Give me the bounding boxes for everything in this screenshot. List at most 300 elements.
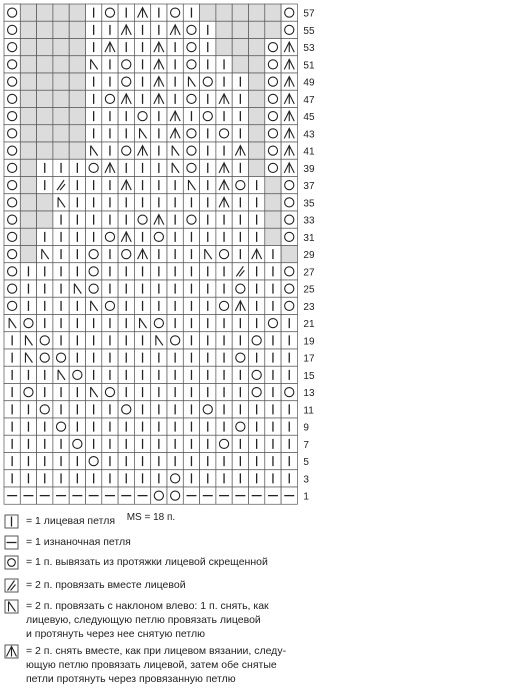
stitch-cell-knit [4, 435, 20, 452]
stitch-cell-no-stitch [20, 246, 36, 263]
stitch-cell-knit [200, 228, 216, 245]
stitch-cell-knit [118, 470, 134, 487]
chart-row [4, 159, 297, 176]
stitch-cell-yo-twisted [183, 21, 199, 38]
stitch-cell-no-stitch [249, 159, 265, 176]
stitch-cell-knit [69, 453, 85, 470]
stitch-cell-knit [4, 384, 20, 401]
stitch-cell-knit [53, 315, 69, 332]
stitch-cell-ssk [167, 142, 183, 159]
stitch-cell-knit [37, 435, 53, 452]
stitch-cell-s2kp [232, 297, 248, 314]
stitch-cell-knit [216, 332, 232, 349]
stitch-cell-yo-twisted [69, 366, 85, 383]
row-number: 29 [303, 250, 315, 262]
stitch-cell-knit [102, 246, 118, 263]
stitch-cell-no-stitch [37, 73, 53, 90]
stitch-cell-knit [86, 108, 102, 125]
stitch-cell-knit [183, 349, 199, 366]
stitch-cell-knit [102, 21, 118, 38]
stitch-cell-no-stitch [69, 90, 85, 107]
row-number: 51 [303, 60, 315, 72]
stitch-cell-yo-twisted [4, 21, 20, 38]
row-number: 19 [303, 336, 315, 348]
stitch-cell-knit [53, 246, 69, 263]
stitch-cell-knit [200, 56, 216, 73]
stitch-cell-knit [69, 401, 85, 418]
stitch-cell-knit [37, 470, 53, 487]
stitch-cell-knit [37, 297, 53, 314]
stitch-cell-knit [232, 435, 248, 452]
stitch-cell-yo-twisted [281, 177, 297, 194]
stitch-cell-knit [53, 453, 69, 470]
stitch-cell-knit [69, 332, 85, 349]
stitch-cell-knit [265, 401, 281, 418]
stitch-cell-knit [118, 194, 134, 211]
stitch-cell-no-stitch [20, 21, 36, 38]
row-number: 7 [303, 439, 309, 451]
stitch-cell-knit [249, 470, 265, 487]
stitch-cell-s2kp [118, 21, 134, 38]
stitch-cell-knit [102, 280, 118, 297]
stitch-cell-purl [118, 487, 134, 504]
stitch-cell-ssk [151, 332, 167, 349]
stitch-cell-knit [167, 384, 183, 401]
stitch-cell-no-stitch [265, 211, 281, 228]
stitch-cell-knit [134, 56, 150, 73]
stitch-cell-knit [200, 332, 216, 349]
stitch-cell-knit [69, 315, 85, 332]
stitch-cell-s2kp [281, 73, 297, 90]
stitch-cell-yo-twisted [4, 73, 20, 90]
stitch-cell-knit [232, 159, 248, 176]
stitch-cell-knit [102, 177, 118, 194]
stitch-cell-no-stitch [69, 39, 85, 56]
stitch-cell-s2kp [118, 90, 134, 107]
stitch-cell-knit [134, 418, 150, 435]
stitch-cell-yo-twisted [4, 125, 20, 142]
stitch-cell-s2kp [281, 56, 297, 73]
stitch-cell-knit [167, 349, 183, 366]
stitch-cell-yo-twisted [69, 435, 85, 452]
stitch-cell-s2kp [151, 90, 167, 107]
stitch-cell-knit [53, 332, 69, 349]
stitch-cell-yo-twisted [281, 384, 297, 401]
stitch-cell-knit [249, 211, 265, 228]
stitch-cell-yo-twisted [151, 228, 167, 245]
stitch-cell-knit [232, 401, 248, 418]
stitch-cell-knit [265, 246, 281, 263]
stitch-cell-knit [216, 366, 232, 383]
stitch-cell-yo-twisted [151, 487, 167, 504]
stitch-cell-knit [216, 349, 232, 366]
stitch-cell-yo-twisted [134, 211, 150, 228]
chart-row [4, 384, 297, 401]
stitch-cell-no-stitch [20, 177, 36, 194]
stitch-cell-s2kp [216, 90, 232, 107]
stitch-cell-knit [134, 39, 150, 56]
stitch-cell-no-stitch [249, 73, 265, 90]
stitch-cell-yo-twisted [118, 401, 134, 418]
stitch-cell-yo-twisted [167, 470, 183, 487]
stitch-cell-knit [167, 280, 183, 297]
stitch-cell-knit [37, 453, 53, 470]
legend-text: = 2 п. провязать вместе лицевой [26, 579, 186, 591]
stitch-cell-no-stitch [37, 90, 53, 107]
row-number: 53 [303, 43, 315, 55]
stitch-cell-no-stitch [249, 4, 265, 21]
stitch-cell-knit [281, 401, 297, 418]
stitch-cell-knit [86, 177, 102, 194]
stitch-cell-s2kp [281, 90, 297, 107]
stitch-cell-knit [53, 297, 69, 314]
stitch-cell-knit [134, 401, 150, 418]
stitch-cell-knit [183, 4, 199, 21]
stitch-cell-knit [20, 401, 36, 418]
stitch-cell-knit [151, 280, 167, 297]
stitch-cell-knit [216, 228, 232, 245]
stitch-cell-purl [265, 487, 281, 504]
stitch-cell-knit [183, 366, 199, 383]
stitch-cell-knit [86, 401, 102, 418]
stitch-cell-knit [53, 470, 69, 487]
stitch-cell-yo-twisted [86, 159, 102, 176]
row-number: 3 [303, 474, 309, 486]
stitch-cell-knit [102, 263, 118, 280]
stitch-cell-yo-twisted [4, 90, 20, 107]
stitch-cell-knit [281, 332, 297, 349]
stitch-cell-knit [200, 21, 216, 38]
stitch-cell-yo-twisted [200, 108, 216, 125]
stitch-cell-knit [69, 228, 85, 245]
s2kp-icon [4, 644, 20, 660]
chart-row [4, 4, 297, 21]
stitch-cell-no-stitch [53, 90, 69, 107]
stitch-cell-knit [216, 315, 232, 332]
stitch-cell-knit [216, 142, 232, 159]
stitch-cell-knit [216, 453, 232, 470]
stitch-cell-knit [134, 177, 150, 194]
stitch-cell-knit [86, 228, 102, 245]
stitch-cell-knit [86, 332, 102, 349]
chart-row [4, 453, 297, 470]
stitch-cell-knit [167, 435, 183, 452]
stitch-cell-knit [232, 194, 248, 211]
stitch-cell-knit [167, 263, 183, 280]
stitch-cell-knit [232, 470, 248, 487]
chart-row [4, 194, 297, 211]
stitch-cell-knit [151, 177, 167, 194]
stitch-cell-knit [37, 159, 53, 176]
stitch-cell-yo-twisted [4, 211, 20, 228]
stitch-cell-knit [102, 349, 118, 366]
stitch-cell-yo-twisted [249, 384, 265, 401]
stitch-cell-no-stitch [69, 4, 85, 21]
chart-row [4, 418, 297, 435]
row-number: 35 [303, 198, 315, 210]
stitch-cell-yo-twisted [265, 108, 281, 125]
stitch-cell-knit [118, 211, 134, 228]
row-number: 27 [303, 267, 315, 279]
row-number: 1 [303, 491, 309, 503]
chart-row [4, 401, 297, 418]
stitch-cell-yo-twisted [249, 366, 265, 383]
chart-row [4, 315, 297, 332]
row-number: 55 [303, 25, 315, 37]
stitch-cell-knit [200, 418, 216, 435]
stitch-cell-ssk [53, 194, 69, 211]
chart-row [4, 435, 297, 452]
stitch-cell-ssk [37, 246, 53, 263]
stitch-cell-knit [102, 332, 118, 349]
stitch-cell-knit [86, 211, 102, 228]
stitch-cell-ssk [183, 73, 199, 90]
stitch-cell-knit [183, 108, 199, 125]
stitch-cell-s2kp [118, 177, 134, 194]
stitch-cell-knit [216, 280, 232, 297]
stitch-cell-knit [249, 349, 265, 366]
chart-row [4, 246, 297, 263]
stitch-cell-knit [118, 263, 134, 280]
chart-row [4, 366, 297, 383]
stitch-cell-knit [200, 90, 216, 107]
stitch-cell-knit [265, 349, 281, 366]
stitch-cell-knit [102, 453, 118, 470]
stitch-cell-knit [20, 435, 36, 452]
stitch-cell-no-stitch [37, 194, 53, 211]
stitch-cell-knit [69, 418, 85, 435]
stitch-cell-no-stitch [37, 39, 53, 56]
stitch-cell-no-stitch [265, 177, 281, 194]
stitch-cell-knit [183, 280, 199, 297]
stitch-cell-knit [86, 90, 102, 107]
stitch-cell-knit [118, 435, 134, 452]
stitch-cell-knit [183, 194, 199, 211]
stitch-cell-knit [134, 194, 150, 211]
stitch-cell-knit [167, 401, 183, 418]
stitch-cell-knit [102, 418, 118, 435]
stitch-cell-yo-twisted [281, 211, 297, 228]
stitch-cell-knit [69, 211, 85, 228]
stitch-cell-knit [86, 125, 102, 142]
stitch-cell-knit [134, 435, 150, 452]
stitch-cell-yo-twisted [281, 263, 297, 280]
chart-row [4, 108, 297, 125]
stitch-cell-yo-twisted [4, 246, 20, 263]
stitch-cell-knit [37, 418, 53, 435]
stitch-cell-knit [216, 211, 232, 228]
stitch-cell-k2tog [232, 263, 248, 280]
repeat-label: MS = 18 п. [126, 512, 176, 524]
stitch-cell-yo-twisted [249, 332, 265, 349]
stitch-cell-yo-twisted [265, 159, 281, 176]
stitch-cell-ssk [86, 56, 102, 73]
stitch-cell-knit [118, 125, 134, 142]
stitch-cell-purl [69, 487, 85, 504]
stitch-cell-knit [134, 297, 150, 314]
stitch-cell-no-stitch [37, 125, 53, 142]
stitch-cell-yo-twisted [281, 280, 297, 297]
stitch-cell-purl [134, 487, 150, 504]
stitch-cell-s2kp [167, 125, 183, 142]
stitch-cell-knit [86, 4, 102, 21]
stitch-cell-knit [134, 470, 150, 487]
chart-row [4, 332, 297, 349]
legend-text: = 2 п. снять вместе, как при лицевом вязании, следу- ющую петлю провязать лицевой, затем обе снятые петли протянуть через провязанную петлю [26, 645, 287, 685]
legend-text: = 1 изнаночная петля [26, 536, 131, 548]
stitch-cell-purl [4, 487, 20, 504]
stitch-cell-no-stitch [249, 39, 265, 56]
stitch-cell-yo-twisted [4, 280, 20, 297]
stitch-cell-yo-twisted [134, 108, 150, 125]
stitch-cell-knit [167, 453, 183, 470]
chart-row [4, 349, 297, 366]
stitch-cell-s2kp [167, 21, 183, 38]
stitch-cell-knit [281, 470, 297, 487]
stitch-cell-knit [86, 470, 102, 487]
stitch-cell-no-stitch [53, 125, 69, 142]
stitch-cell-ssk [4, 315, 20, 332]
stitch-cell-knit [232, 384, 248, 401]
k2tog-icon [4, 578, 20, 594]
stitch-cell-yo-twisted [102, 4, 118, 21]
stitch-cell-knit [118, 366, 134, 383]
stitch-cell-knit [265, 297, 281, 314]
stitch-cell-knit [86, 435, 102, 452]
stitch-cell-knit [37, 263, 53, 280]
stitch-cell-knit [200, 39, 216, 56]
stitch-cell-knit [167, 90, 183, 107]
legend-text: = 2 п. провязать с наклоном влево: 1 п. снять, как лицевую, следующую петлю провязать лицевой и протянуть через нее снятую петлю [26, 600, 269, 640]
stitch-cell-knit [53, 228, 69, 245]
stitch-cell-s2kp [151, 39, 167, 56]
chart-row [4, 21, 297, 38]
row-number: 41 [303, 146, 315, 158]
stitch-cell-yo-twisted [265, 56, 281, 73]
stitch-cell-yo-twisted [53, 349, 69, 366]
chart-row [4, 142, 297, 159]
stitch-cell-knit [20, 280, 36, 297]
stitch-cell-knit [151, 4, 167, 21]
row-number: 39 [303, 163, 315, 175]
stitch-cell-knit [167, 246, 183, 263]
stitch-cell-no-stitch [20, 108, 36, 125]
stitch-cell-knit [86, 194, 102, 211]
stitch-cell-yo-twisted [232, 349, 248, 366]
stitch-cell-knit [69, 384, 85, 401]
stitch-cell-yo-twisted [102, 228, 118, 245]
row-number: 23 [303, 301, 315, 313]
stitch-cell-knit [102, 73, 118, 90]
stitch-cell-ssk [53, 366, 69, 383]
stitch-cell-yo-twisted [183, 142, 199, 159]
stitch-cell-knit [200, 211, 216, 228]
stitch-cell-no-stitch [69, 21, 85, 38]
stitch-cell-no-stitch [265, 228, 281, 245]
stitch-cell-knit [53, 211, 69, 228]
stitch-cell-yo-twisted [118, 56, 134, 73]
stitch-cell-knit [265, 453, 281, 470]
stitch-cell-knit [167, 194, 183, 211]
chart-row [4, 211, 297, 228]
stitch-cell-yo-twisted [232, 177, 248, 194]
stitch-cell-knit [232, 228, 248, 245]
stitch-cell-no-stitch [20, 194, 36, 211]
stitch-cell-knit [249, 263, 265, 280]
stitch-cell-no-stitch [20, 39, 36, 56]
stitch-cell-no-stitch [249, 108, 265, 125]
stitch-cell-knit [102, 56, 118, 73]
stitch-cell-yo-twisted [4, 297, 20, 314]
stitch-cell-knit [151, 125, 167, 142]
stitch-cell-no-stitch [69, 108, 85, 125]
stitch-cell-knit [37, 177, 53, 194]
stitch-cell-knit [200, 315, 216, 332]
stitch-cell-knit [183, 453, 199, 470]
stitch-cell-knit [200, 125, 216, 142]
stitch-cell-yo-twisted [4, 177, 20, 194]
stitch-cell-no-stitch [249, 90, 265, 107]
stitch-cell-no-stitch [20, 4, 36, 21]
stitch-cell-knit [232, 315, 248, 332]
stitch-cell-knit [281, 315, 297, 332]
stitch-cell-s2kp [216, 159, 232, 176]
stitch-cell-knit [249, 297, 265, 314]
stitch-cell-yo-twisted [4, 194, 20, 211]
stitch-cell-knit [265, 366, 281, 383]
stitch-cell-knit [216, 401, 232, 418]
chart-row [4, 228, 297, 245]
stitch-cell-knit [118, 349, 134, 366]
stitch-cell-knit [151, 194, 167, 211]
stitch-cell-s2kp [151, 56, 167, 73]
stitch-cell-yo-twisted [4, 4, 20, 21]
stitch-cell-knit [167, 418, 183, 435]
stitch-cell-yo-twisted [20, 315, 36, 332]
stitch-cell-knit [118, 108, 134, 125]
stitch-cell-no-stitch [20, 56, 36, 73]
stitch-cell-knit [200, 177, 216, 194]
stitch-cell-knit [232, 90, 248, 107]
stitch-cell-knit [69, 159, 85, 176]
stitch-cell-knit [118, 4, 134, 21]
stitch-cell-no-stitch [69, 56, 85, 73]
stitch-cell-knit [183, 315, 199, 332]
stitch-cell-no-stitch [249, 56, 265, 73]
stitch-cell-knit [167, 315, 183, 332]
stitch-cell-knit [183, 332, 199, 349]
stitch-cell-yo-twisted [4, 263, 20, 280]
row-number: 45 [303, 112, 315, 124]
stitch-cell-knit [20, 297, 36, 314]
stitch-cell-knit [167, 73, 183, 90]
stitch-cell-knit [53, 435, 69, 452]
stitch-cell-no-stitch [37, 108, 53, 125]
stitch-cell-yo-twisted [216, 435, 232, 452]
stitch-cell-knit [216, 56, 232, 73]
stitch-cell-knit [134, 73, 150, 90]
stitch-cell-no-stitch [249, 142, 265, 159]
stitch-cell-s2kp [134, 4, 150, 21]
chart-row [4, 263, 297, 280]
stitch-cell-knit [249, 194, 265, 211]
stitch-cell-no-stitch [37, 142, 53, 159]
stitch-cell-knit [134, 332, 150, 349]
stitch-cell-knit [102, 142, 118, 159]
stitch-cell-knit [216, 108, 232, 125]
stitch-cell-yo-twisted [232, 280, 248, 297]
stitch-cell-knit [281, 418, 297, 435]
